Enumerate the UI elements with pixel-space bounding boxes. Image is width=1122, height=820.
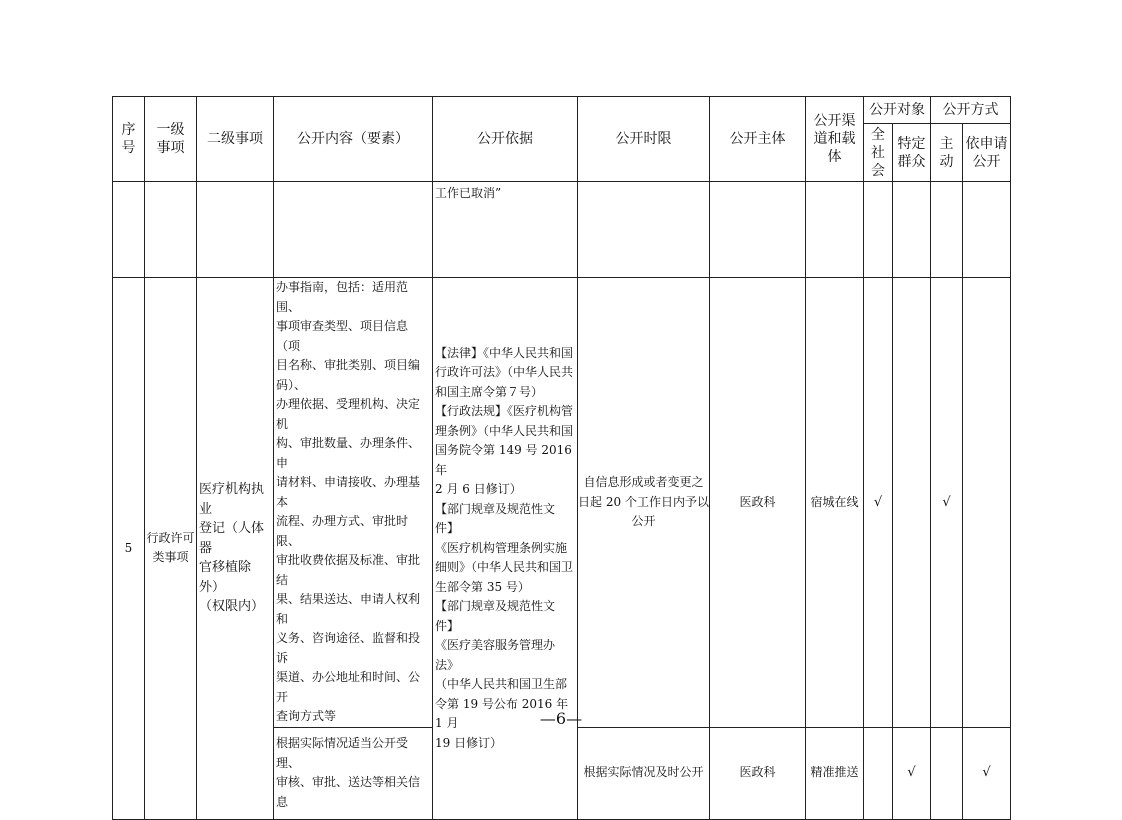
item-channel: 精准推送 <box>806 727 864 819</box>
continuation-seq <box>113 182 145 278</box>
table-row <box>113 278 1011 728</box>
item-subject: 医政科 <box>710 278 806 728</box>
header-time-limit: 公开时限 <box>578 97 710 182</box>
item-level1: 行政许可 类事项 <box>145 278 197 820</box>
continuation-level1 <box>145 182 197 278</box>
header-basis: 公开依据 <box>433 97 578 182</box>
item-channel: 宿城在线 <box>806 278 864 728</box>
header-subject: 公开主体 <box>710 97 806 182</box>
item-time-limit: 自信息形成或者变更之 日起 20 个工作日内予以 公开 <box>578 278 710 728</box>
item-subject: 医政科 <box>710 727 806 819</box>
item-time-limit: 根据实际情况及时公开 <box>578 727 710 819</box>
continuation-method-request <box>963 182 1011 278</box>
method-request-check <box>963 278 1011 728</box>
item-level2: 医疗机构执业 登记（人体器 官移植除外） （权限内） <box>197 278 274 820</box>
page-number: —6— <box>539 709 583 728</box>
method-active-check <box>931 727 963 819</box>
continuation-subject <box>710 182 806 278</box>
audience-all-check <box>864 727 893 819</box>
audience-specific-check <box>893 278 931 728</box>
continuation-audience-specific <box>893 182 931 278</box>
header-audience-specific: 特定 群众 <box>893 124 931 182</box>
method-active-check: √ <box>931 278 963 728</box>
continuation-audience-all <box>864 182 893 278</box>
continuation-method-active <box>931 182 963 278</box>
continuation-channel <box>806 182 864 278</box>
header-row-1 <box>113 97 1011 124</box>
continuation-time-limit <box>578 182 710 278</box>
method-request-check: √ <box>963 727 1011 819</box>
header-audience: 公开对象 <box>864 97 931 124</box>
header-method: 公开方式 <box>931 97 1011 124</box>
item-content: 根据实际情况适当公开受理、 审核、审批、送达等相关信息 <box>274 727 433 819</box>
header-level1: 一级 事项 <box>145 97 197 182</box>
header-audience-all: 全 社 会 <box>864 124 893 182</box>
header-seq: 序 号 <box>113 97 145 182</box>
item-basis: 【法律】《中华人民共和国 行政许可法》（中华人民共 和国主席令第７号） 【行政法规】《医疗机构管 理条例》（中华人民共和国 国务院令第 149 号 2016 年 2 月 6 日修订） 【部门规章及规范性文件】 《医疗机构管理条例实施 细则》（中华人民共和国卫 生部令第 35 号） 【部门规章及规范性文件】 《医疗美容服务管理办法》 （中华人民共和国卫生部 令第 19 号公布 2016 年 1 月 19 日修订） <box>433 278 578 820</box>
continuation-row <box>113 182 1011 278</box>
header-method-request: 依申请 公开 <box>963 124 1011 182</box>
continuation-content <box>274 182 433 278</box>
continuation-level2 <box>197 182 274 278</box>
continuation-basis: 工作已取消” <box>433 182 578 278</box>
header-channel: 公开渠 道和载 体 <box>806 97 864 182</box>
audience-all-check: √ <box>864 278 893 728</box>
item-seq: 5 <box>113 278 145 820</box>
audience-specific-check: √ <box>893 727 931 819</box>
header-content: 公开内容（要素） <box>274 97 433 182</box>
header-level2: 二级事项 <box>197 97 274 182</box>
item-content: 办事指南，包括：适用范围、 事项审查类型、项目信息（项 目名称、审批类别、项目编码）、 办理依据、受理机构、决定机 构、审批数量、办理条件、申 请材料、申请接收、办理基本 流程、办理方式、审批时限、 审批收费依据及标准、审批结 果、结果送达、申请人权利和 义务、咨询途径、监督和投诉 渠道、办公地址和时间、公开 查询方式等 <box>274 278 433 728</box>
header-method-active: 主 动 <box>931 124 963 182</box>
